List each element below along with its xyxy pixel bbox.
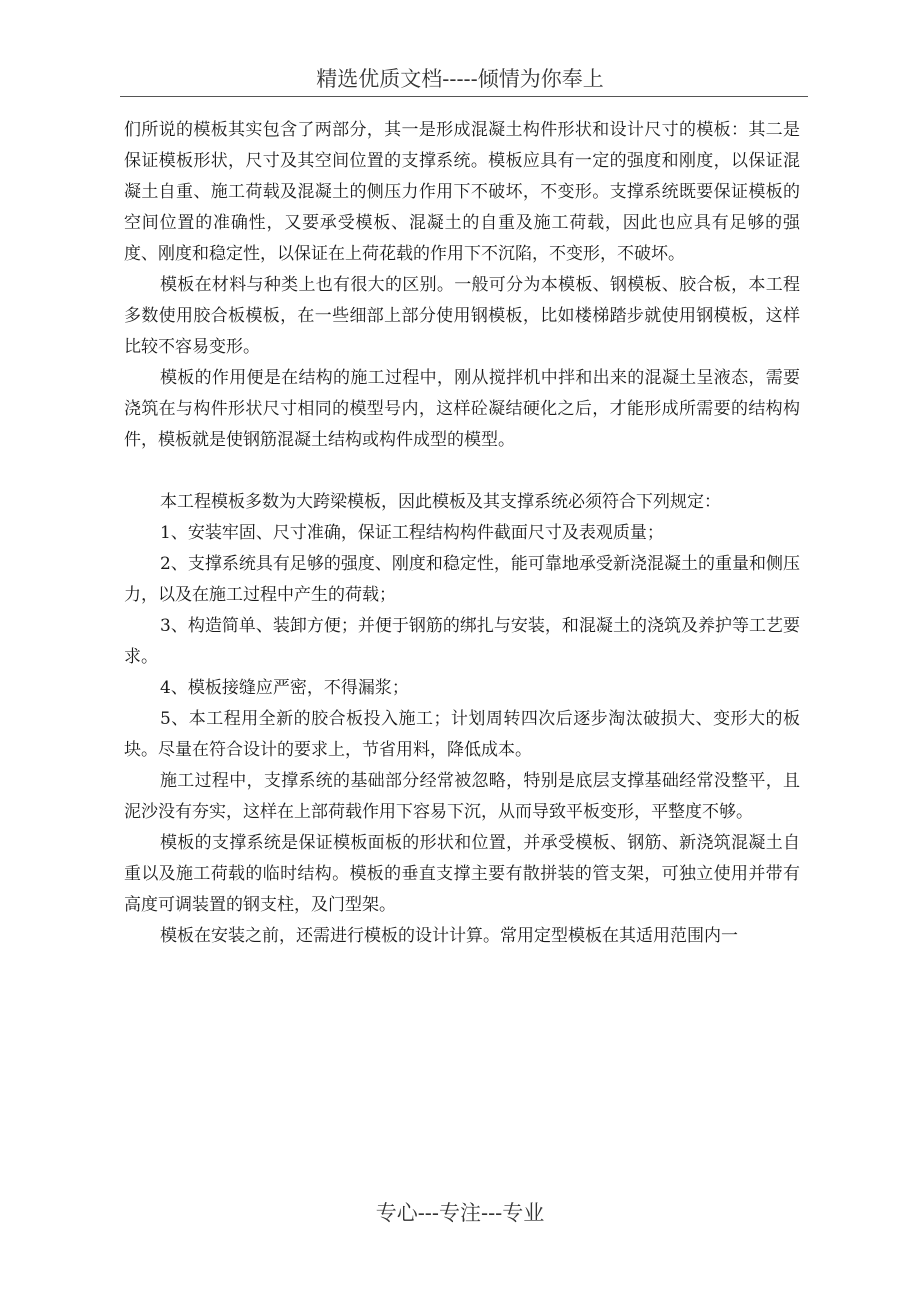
paragraph-6: 模板的支撑系统是保证模板面板的形状和位置，并承受模板、钢筋、新浇筑混凝土自重以及施工荷载的临时结构。模板的垂直支撑主要有散拼装的管支架，可独立使用并带有高度可调装置的钢支柱，及门型架。	[124, 833, 800, 915]
page-header: 精选优质文档-----倾情为你奉上	[316, 67, 604, 91]
paragraph-3: 模板的作用便是在结构的施工过程中，刚从搅拌机中拌和出来的混凝土呈液态，需要浇筑在与构件形状尺寸相同的模型号内，这样砼凝结硬化之后，才能形成所需要的结构构件，模板就是使钢筋混凝土结构或构件成型的模型。	[124, 368, 800, 450]
document-body	[124, 115, 800, 952]
list-item-4: 4、模板接缝应严密，不得漏浆；	[160, 678, 409, 698]
paragraph-spacer	[124, 456, 800, 487]
paragraph-1: 们所说的模板其实包含了两部分，其一是形成混凝土构件形状和设计尺寸的模板：其二是保证模板形状，尺寸及其空间位置的支撑系统。模板应具有一定的强度和刚度，以保证混凝土自重、施工荷载及混凝土的侧压力作用下不破坏，不变形。支撑系统既要保证模板的空间位置的准确性，又要承受模板、混凝土的自重及施工荷载，因此也应具有足够的强度、刚度和稳定性，以保证在上荷花载的作用下不沉陷，不变形，不破坏。	[124, 120, 800, 264]
paragraph-7: 模板在安装之前，还需进行模板的设计计算。常用定型模板在其适用范围内一	[160, 926, 738, 946]
paragraph-5: 施工过程中，支撑系统的基础部分经常被忽略，特别是底层支撑基础经常没整平，且泥沙没有夯实，这样在上部荷载作用下容易下沉，从而导致平板变形，平整度不够。	[124, 771, 800, 822]
page-footer: 专心---专注---专业	[375, 1201, 545, 1225]
paragraph-2: 模板在材料与种类上也有很大的区别。一般可分为本模板、钢模板、胶合板，本工程多数使用胶合板模板，在一些细部上部分使用钢模板，比如楼梯踏步就使用钢模板，这样比较不容易变形。	[124, 275, 800, 357]
paragraph-4: 本工程模板多数为大跨梁模板，因此模板及其支撑系统必须符合下列规定：	[160, 492, 721, 512]
list-item-1: 1、安装牢固、尺寸准确，保证工程结构构件截面尺寸及表观质量；	[160, 523, 664, 543]
list-item-2: 2、支撑系统具有足够的强度、刚度和稳定性，能可靠地承受新浇混凝土的重量和侧压力，以及在施工过程中产生的荷载；	[124, 554, 800, 605]
list-item-5: 5、本工程用全新的胶合板投入施工；计划周转四次后逐步淘汰破损大、变形大的板块。尽量在符合设计的要求上，节省用料，降低成本。	[124, 709, 800, 760]
header-divider	[120, 96, 808, 97]
list-item-3: 3、构造简单、装卸方便；并便于钢筋的绑扎与安装，和混凝土的浇筑及养护等工艺要求。	[124, 616, 800, 667]
